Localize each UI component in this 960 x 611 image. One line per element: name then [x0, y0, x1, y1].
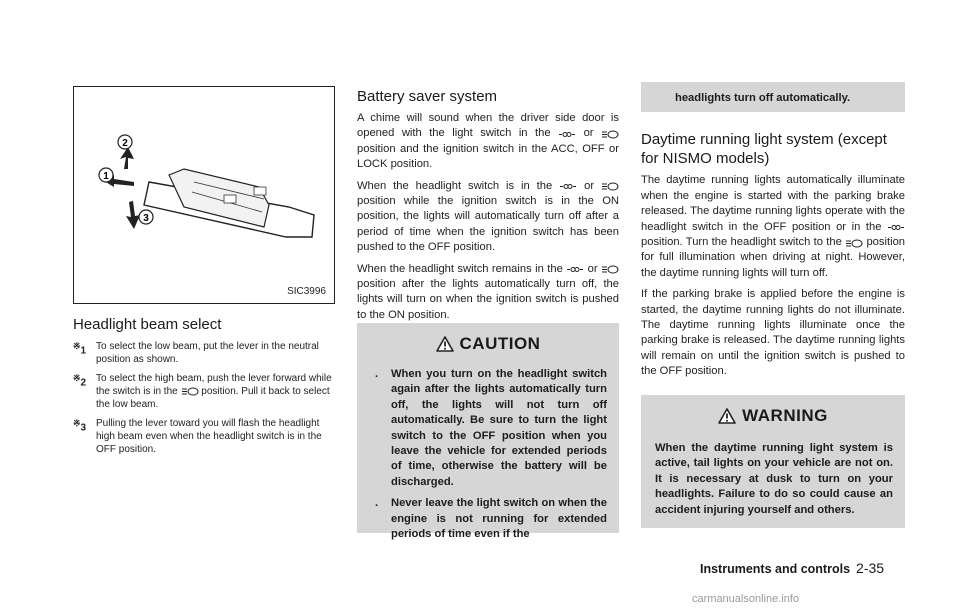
paragraph-daytime-1: The daytime running lights automatically illuminate when the engine is started with the parking brake released. The daytime running lights operate with the headlight switch in the OFF position or in the position. Turn the headlight switch to the position for full illumination when driving at night. However, the daytime running lights will turn off. [641, 174, 906, 279]
headlight-icon [601, 129, 619, 138]
warning-box [641, 395, 905, 528]
caution-item-2: . Never leave the light switch on when the engine is not running for extended periods of time even if the [375, 497, 607, 541]
item-number: ※2 [73, 373, 87, 389]
parking-light-icon [887, 222, 905, 231]
heading-daytime-running: Daytime running light system (except for NISMO models) [641, 131, 887, 168]
heading-headlight-beam: Headlight beam select [73, 316, 222, 333]
svg-text:3: 3 [143, 213, 149, 224]
list-item-3: ※3 Pulling the lever toward you will flash the headlight high beam even when the headlight switch is in the OFF position. [73, 418, 322, 455]
lever-illustration [74, 87, 334, 303]
headlight-icon [601, 181, 619, 190]
parking-light-icon [559, 181, 577, 190]
footer-section: Instruments and controls [700, 562, 851, 576]
warning-triangle-icon [718, 408, 736, 429]
caution-heading: CAUTION [357, 323, 619, 363]
warning-triangle-icon [436, 336, 454, 357]
watermark: carmanualsonline.info [692, 593, 800, 605]
paragraph-battery-3: When the headlight switch remains in the or position after the lights automatically turn off, the lights will turn on when the ignition switch is pushed to the ON position. [357, 262, 619, 321]
figure-headlight-lever [73, 86, 335, 304]
caution-body [357, 363, 619, 541]
paragraph-battery-2: When the headlight switch is in the or position while the ignition switch is in the ON position, the lights will automatically turn off after a period of time when the ignition switch has been pushed to the OFF position. [357, 179, 619, 254]
item-number: ※3 [73, 418, 87, 434]
callout-2 [118, 135, 132, 149]
caution-item-1: . When you turn on the headlight switch again after the lights automatically turn off, the lights will not turn off automatically. Be sure to turn the light switch to the OFF position when you leave the vehicle for extended periods of time, otherwise the battery will be discharged. [375, 368, 607, 488]
warning-heading: WARNING [641, 395, 905, 435]
caution-box [357, 323, 619, 541]
paragraph-daytime-2: If the parking brake is applied before the engine is started, the daytime running lights do not illuminate. The daytime running lights illuminate once the parking brake is released. The daytime running lights will remain on until the ignition switch is pushed to the OFF position. [641, 288, 905, 378]
list-item-1: ※1 To select the low beam, put the lever in the neutral position as shown. [73, 341, 319, 365]
warning-body: When the daytime running light system is active, tail lights on your vehicle are not on. It is necessary at dusk to turn on your headlights. Failure to do so could cause an accident injuring yourself and others. [641, 435, 905, 528]
heading-battery-saver: Battery saver system [357, 88, 498, 105]
headlight-icon [601, 264, 619, 273]
parking-light-icon [558, 129, 576, 138]
list-item-2: ※2 To select the high beam, push the lever forward while the switch is in the position. Pull it back to select the low beam. [73, 373, 332, 410]
column-3 [641, 82, 906, 516]
page-footer [700, 560, 884, 576]
item-number: ※1 [73, 341, 87, 357]
caution-continued: headlights turn off automatically. [641, 82, 905, 112]
headlight-icon [181, 387, 199, 396]
figure-label: SIC3996 [287, 286, 326, 297]
parking-light-icon [566, 264, 584, 273]
headlight-icon [845, 238, 863, 247]
paragraph-battery-1: A chime will sound when the driver side door is opened with the light switch in the or position and the ignition switch in the ACC, OFF or LOCK position. [357, 112, 619, 171]
svg-text:2: 2 [122, 138, 128, 149]
column-2 [357, 87, 619, 541]
callout-1 [99, 168, 113, 182]
svg-text:1: 1 [103, 171, 109, 182]
column-1 [73, 315, 335, 462]
callout-3 [139, 210, 153, 224]
page-number: 2-35 [856, 560, 885, 576]
